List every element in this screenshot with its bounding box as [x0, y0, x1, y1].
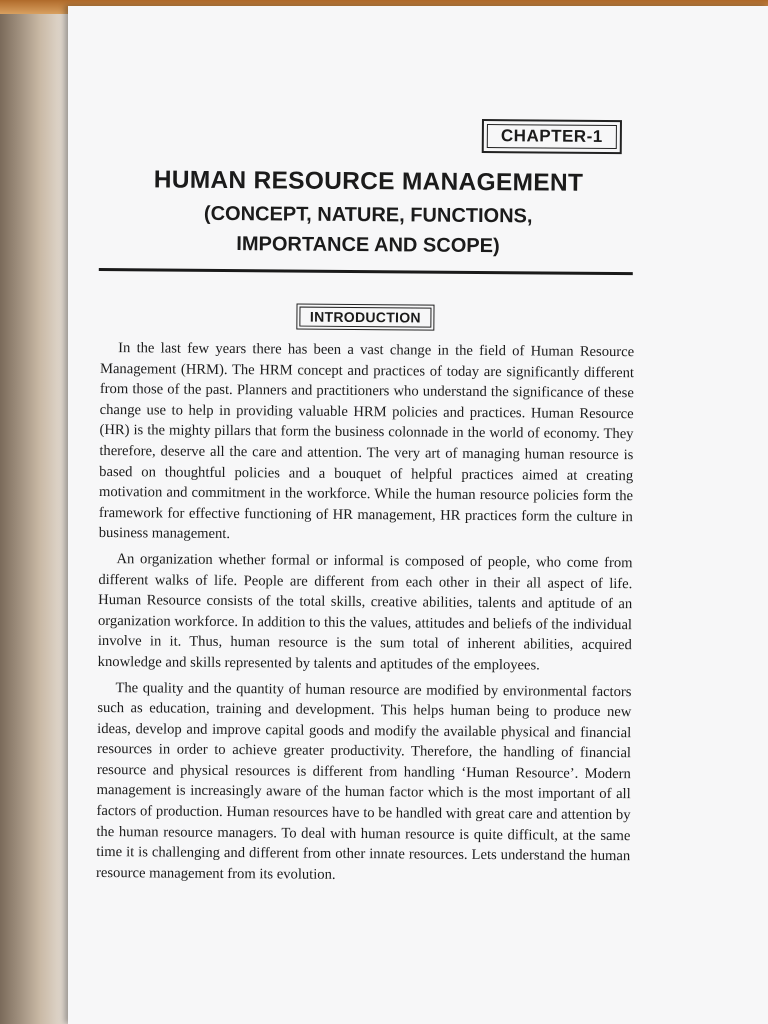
section-heading-box — [296, 304, 434, 331]
chapter-subtitle-line-2: IMPORTANCE AND SCOPE) — [236, 233, 500, 258]
body-text — [96, 338, 634, 893]
title-underline-rule — [99, 268, 633, 275]
paragraph-1: In the last few years there has been a vast change in the field of Human Resource Management (HRM). The HRM concept and practices of today are significantly different from those of the past. Planners and practitioners who understand the significance of these change use to help in providing valuable HRM policies and practices. Human Resource (HR) is the mighty pillars that form the business colonnade in the world of economy. They therefore, deserve all the care and attention. The very art of managing human resource is based on thoughtful policies and a bouquet of helpful practices aimed at creating motivation and commitment in the workforce. While the human resource policies form the framework for effective functioning of HR management, HR practices form the culture in business management. — [98, 340, 635, 543]
chapter-label-box — [482, 119, 622, 154]
chapter-title: HUMAN RESOURCE MANAGEMENT — [153, 166, 584, 197]
section-heading: INTRODUCTION — [299, 307, 431, 328]
paragraph-3: The quality and the quantity of human resource are modified by environmental factors such as education, training and development. This helps human being to produce new ideas, develop and improve capital goods and modify the available physical and financial resources in order to achieve greater productivity. Therefore, the handling of financial resource and physical resources is different from handling ‘Human Resource’. Modern management is increasingly aware of the human factor which is the most important of all factors of production. Human resources have to be handled with great care and attention by the human resource managers. To deal with human resource is quite difficult, at the same time it is challenging and different from other innate resources. Lets understand the human resource management from its evolution. — [95, 679, 632, 883]
book-page — [68, 6, 768, 1024]
chapter-label: CHAPTER-1 — [487, 124, 617, 149]
chapter-subtitle-line-1: (CONCEPT, NATURE, FUNCTIONS, — [203, 202, 533, 228]
page-content — [95, 116, 636, 883]
paragraph-2: An organization whether formal or informal is composed of people, who come from different walks of life. People are different from each other in their all aspect of life. Human Resource consists of the total skills, creative abilities, talents and aptitude of an organization workforce. In addition to this the values, attitudes and beliefs of the individual involve in it. Thus, human resource is the sum total of inherent abilities, acquired knowledge and skills represented by talents and aptitudes of the employees. — [97, 551, 633, 674]
